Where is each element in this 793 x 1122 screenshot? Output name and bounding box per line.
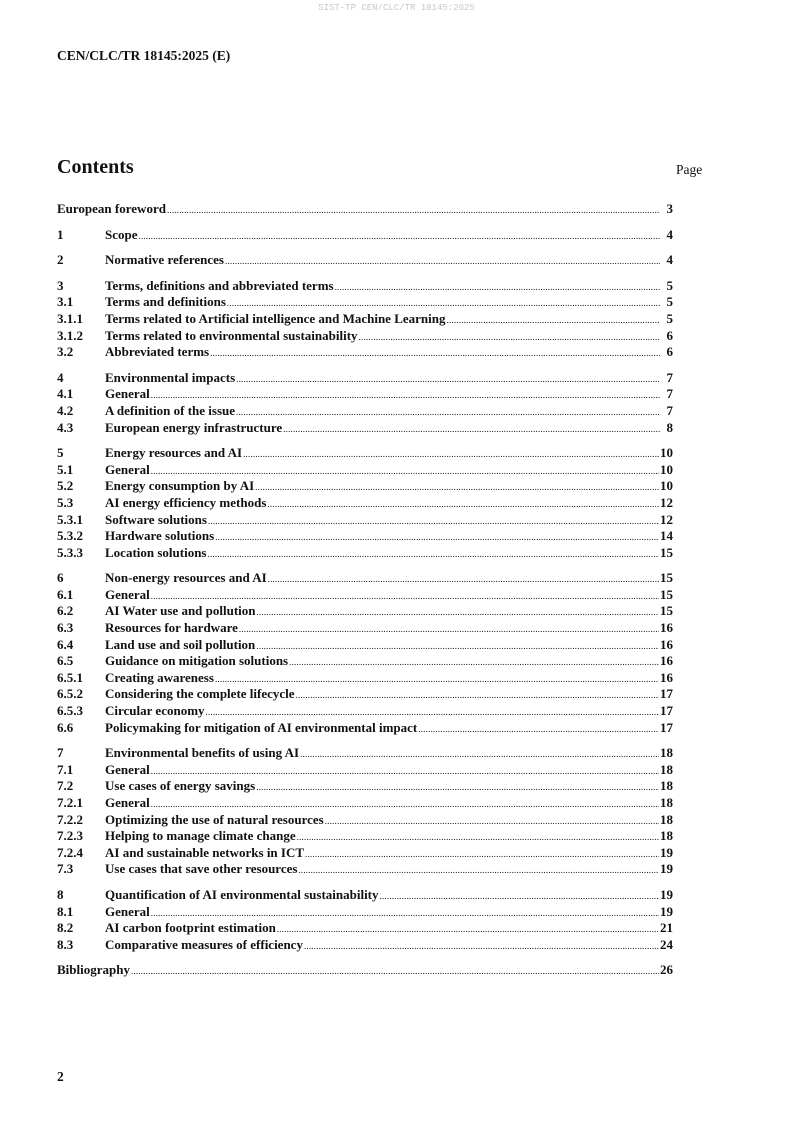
toc-entry-title: Hardware solutions	[105, 528, 215, 544]
toc-entry-title: Quantification of AI environmental sustainability	[105, 886, 379, 902]
toc-entry-number: 5.3.3	[57, 544, 83, 560]
dot-leader	[296, 687, 659, 704]
toc-entry-title: Terms, definitions and abbreviated terms	[105, 277, 334, 293]
toc-entry[interactable]	[57, 478, 673, 495]
toc-entry[interactable]	[57, 201, 673, 218]
dot-leader	[151, 796, 659, 813]
dot-leader	[256, 638, 659, 655]
toc-entry[interactable]	[57, 686, 673, 703]
toc-entry[interactable]	[57, 861, 673, 878]
toc-entry-page: 19	[660, 886, 673, 902]
toc-entry-number: 4.3	[57, 419, 74, 435]
toc-entry-title: Use cases that save other resources	[105, 861, 298, 877]
toc-entry-number: 7.2.2	[57, 811, 83, 827]
toc-entry-page: 19	[660, 861, 673, 877]
toc-entry-title: Helping to manage climate change	[105, 828, 296, 844]
dot-leader	[208, 513, 659, 530]
dot-leader	[255, 479, 659, 496]
toc-entry-title: AI Water use and pollution	[105, 603, 256, 619]
toc-entry-page: 16	[660, 620, 673, 636]
toc-entry-page: 7	[666, 369, 673, 385]
toc-entry[interactable]	[57, 620, 673, 637]
toc-entry-page: 10	[660, 445, 673, 461]
toc-entry-title: Bibliography	[57, 962, 130, 978]
toc-entry-page: 15	[660, 603, 673, 619]
dot-leader	[239, 621, 659, 638]
toc-entry[interactable]	[57, 603, 673, 620]
toc-entry-page: 18	[660, 745, 673, 761]
dot-leader	[206, 704, 659, 721]
toc-entry[interactable]	[57, 445, 673, 462]
dot-leader	[283, 421, 660, 438]
toc-entry-title: Circular economy	[105, 703, 205, 719]
toc-entry-page: 8	[666, 419, 673, 435]
toc-entry[interactable]	[57, 920, 673, 937]
toc-entry-title: Terms related to environmental sustainability	[105, 327, 358, 343]
toc-entry-title: A definition of the issue	[105, 402, 236, 418]
dot-leader	[418, 721, 659, 738]
dot-leader	[151, 763, 659, 780]
toc-entry-page: 19	[660, 903, 673, 919]
toc-entry[interactable]	[57, 570, 673, 587]
dot-leader	[227, 295, 660, 312]
toc-entry[interactable]	[57, 812, 673, 829]
dot-leader	[305, 846, 659, 863]
toc-entry-page: 16	[660, 636, 673, 652]
toc-entry-title: Non-energy resources and AI	[105, 570, 267, 586]
toc-entry-title: Terms and definitions	[105, 294, 226, 310]
toc-entry-page: 10	[660, 461, 673, 477]
dot-leader	[215, 529, 659, 546]
toc-entry-title: General	[105, 903, 150, 919]
toc-entry-page: 19	[660, 844, 673, 860]
toc-entry-number: 6.2	[57, 603, 74, 619]
toc-entry-page: 5	[666, 277, 673, 293]
toc-entry-number: 6.3	[57, 620, 74, 636]
toc-entry-number: 7.3	[57, 861, 74, 877]
toc-entry-page: 17	[660, 719, 673, 735]
toc-entry[interactable]	[57, 703, 673, 720]
dot-leader	[277, 921, 659, 938]
toc-entry-number: 6.6	[57, 719, 74, 735]
watermark: SIST-TP CEN/CLC/TR 18145:2025	[318, 3, 475, 13]
toc-entry[interactable]	[57, 962, 673, 979]
toc-entry-page: 16	[660, 653, 673, 669]
dot-leader	[268, 571, 659, 588]
toc-entry-page: 7	[666, 386, 673, 402]
toc-entry-page: 26	[660, 962, 673, 978]
toc-entry[interactable]	[57, 545, 673, 562]
dot-leader	[298, 862, 659, 879]
toc-entry[interactable]	[57, 904, 673, 921]
toc-entry[interactable]	[57, 386, 673, 403]
toc-entry-page: 17	[660, 686, 673, 702]
toc-entry[interactable]	[57, 887, 673, 904]
toc-entry-number: 2	[57, 252, 64, 268]
toc-entry-title: Guidance on mitigation solutions	[105, 653, 289, 669]
dot-leader	[335, 279, 660, 296]
toc-entry-number: 4	[57, 369, 64, 385]
toc-entry-number: 3.1.2	[57, 327, 83, 343]
toc-entry-page: 18	[660, 761, 673, 777]
table-of-contents	[57, 201, 673, 988]
toc-entry-page: 4	[666, 252, 673, 268]
toc-entry[interactable]	[57, 227, 673, 244]
dot-leader	[325, 813, 659, 830]
toc-entry-page: 6	[666, 327, 673, 343]
toc-entry-title: AI carbon footprint estimation	[105, 920, 276, 936]
toc-group	[57, 278, 673, 361]
toc-group	[57, 887, 673, 953]
toc-entry-page: 18	[660, 828, 673, 844]
toc-entry-page: 15	[660, 570, 673, 586]
toc-entry[interactable]	[57, 252, 673, 269]
toc-entry-number: 6.4	[57, 636, 74, 652]
toc-entry[interactable]	[57, 370, 673, 387]
dot-leader	[289, 654, 659, 671]
toc-entry-page: 4	[666, 226, 673, 242]
toc-entry[interactable]	[57, 528, 673, 545]
page-column-label: Page	[676, 162, 703, 177]
toc-entry-page: 16	[660, 669, 673, 685]
toc-entry-page: 12	[660, 511, 673, 527]
toc-entry-page: 15	[660, 544, 673, 560]
toc-group	[57, 745, 673, 878]
toc-entry-number: 6.1	[57, 586, 74, 602]
toc-entry-title: Land use and soil pollution	[105, 636, 256, 652]
toc-entry-number: 6.5	[57, 653, 74, 669]
toc-entry-number: 8.3	[57, 936, 74, 952]
toc-entry[interactable]	[57, 420, 673, 437]
toc-entry-page: 10	[660, 478, 673, 494]
toc-entry[interactable]	[57, 311, 673, 328]
toc-entry[interactable]	[57, 795, 673, 812]
toc-entry-number: 7.2.1	[57, 795, 83, 810]
toc-entry-title: General	[105, 386, 150, 402]
toc-entry-title: Software solutions	[105, 511, 207, 527]
toc-entry[interactable]	[57, 653, 673, 670]
toc-entry-title: AI energy efficiency methods	[105, 494, 267, 510]
toc-group	[57, 570, 673, 736]
toc-entry[interactable]	[57, 778, 673, 795]
toc-entry-number: 3.1.1	[57, 310, 83, 326]
dot-leader	[151, 588, 659, 605]
toc-entry-number: 8.2	[57, 920, 74, 936]
dot-leader	[243, 446, 659, 463]
dot-leader	[297, 829, 659, 846]
document-header: CEN/CLC/TR 18145:2025 (E)	[57, 48, 231, 63]
toc-entry-title: Creating awareness	[105, 669, 214, 685]
dot-leader	[236, 371, 660, 388]
toc-entry[interactable]	[57, 587, 673, 604]
toc-entry-number: 7.2.3	[57, 828, 83, 844]
toc-entry-number: 4.2	[57, 402, 74, 418]
dot-leader	[256, 779, 659, 796]
toc-entry-page: 12	[660, 494, 673, 510]
toc-entry[interactable]	[57, 745, 673, 762]
toc-entry-page: 18	[660, 795, 673, 810]
dot-leader	[210, 345, 660, 362]
toc-entry-number: 6.5.1	[57, 669, 83, 685]
dot-leader	[359, 329, 660, 346]
toc-entry-page: 18	[660, 778, 673, 794]
toc-entry-title: European energy infrastructure	[105, 419, 283, 435]
toc-entry-number: 8.1	[57, 903, 74, 919]
toc-entry-number: 5.2	[57, 478, 74, 494]
toc-entry-number: 3.1	[57, 294, 74, 310]
toc-entry-title: Optimizing the use of natural resources	[105, 811, 324, 827]
toc-entry-page: 6	[666, 344, 673, 360]
toc-group	[57, 201, 673, 218]
toc-entry-page: 7	[666, 402, 673, 418]
toc-entry[interactable]	[57, 403, 673, 420]
dot-leader	[304, 938, 659, 955]
toc-entry-number: 5.3.2	[57, 528, 83, 544]
toc-entry-title: Comparative measures of efficiency	[105, 936, 303, 952]
toc-entry-number: 5.3	[57, 494, 74, 510]
toc-entry[interactable]	[57, 845, 673, 862]
dot-leader	[380, 888, 659, 905]
toc-entry-title: General	[105, 461, 150, 477]
toc-entry-number: 1	[57, 226, 64, 242]
toc-entry[interactable]	[57, 828, 673, 845]
dot-leader	[151, 463, 659, 480]
toc-entry-number: 6	[57, 570, 64, 586]
toc-entry-title: Environmental impacts	[105, 369, 236, 385]
dot-leader	[208, 546, 660, 563]
toc-entry[interactable]	[57, 512, 673, 529]
toc-entry-title: General	[105, 795, 150, 810]
dot-leader	[151, 387, 660, 404]
toc-entry-page: 17	[660, 703, 673, 719]
toc-entry-page: 15	[660, 586, 673, 602]
toc-entry-title: Considering the complete lifecycle	[105, 686, 295, 702]
toc-entry-title: Normative references	[105, 252, 224, 268]
toc-entry[interactable]	[57, 637, 673, 654]
dot-leader	[151, 905, 659, 922]
toc-entry[interactable]	[57, 720, 673, 737]
toc-entry-page: 3	[666, 201, 673, 216]
toc-entry-number: 3.2	[57, 344, 74, 360]
toc-entry-number: 6.5.2	[57, 686, 83, 702]
page-number: 2	[57, 1069, 64, 1084]
dot-leader	[447, 312, 661, 329]
toc-entry-number: 8	[57, 886, 64, 902]
dot-leader	[167, 202, 660, 219]
toc-entry-title: Energy consumption by AI	[105, 478, 255, 494]
toc-entry-number: 5	[57, 445, 64, 461]
toc-group	[57, 227, 673, 244]
dot-leader	[215, 671, 659, 688]
dot-leader	[267, 496, 659, 513]
toc-entry-number: 3	[57, 277, 64, 293]
toc-entry-number: 7.2	[57, 778, 74, 794]
toc-entry-title: Environmental benefits of using AI	[105, 745, 300, 761]
toc-group	[57, 252, 673, 269]
toc-entry-title: European foreword	[57, 201, 166, 216]
toc-entry-page: 18	[660, 811, 673, 827]
toc-entry-page: 21	[660, 920, 673, 936]
toc-entry-title: Use cases of energy savings	[105, 778, 256, 794]
toc-entry-page: 5	[666, 294, 673, 310]
toc-group	[57, 370, 673, 436]
toc-entry-page: 14	[660, 528, 673, 544]
toc-entry-title: AI and sustainable networks in ICT	[105, 844, 305, 860]
toc-entry-number: 7.2.4	[57, 844, 83, 860]
toc-entry[interactable]	[57, 328, 673, 345]
toc-entry-title: General	[105, 586, 150, 602]
dot-leader	[236, 404, 660, 421]
toc-entry-number: 4.1	[57, 386, 74, 402]
toc-entry-number: 6.5.3	[57, 703, 83, 719]
toc-entry-number: 7	[57, 745, 64, 761]
toc-entry-title: General	[105, 761, 150, 777]
toc-entry-title: Energy resources and AI	[105, 445, 243, 461]
toc-entry-title: Terms related to Artificial intelligence and Machine Learning	[105, 310, 446, 326]
toc-entry[interactable]	[57, 937, 673, 954]
toc-entry[interactable]	[57, 278, 673, 295]
toc-entry-title: Scope	[105, 226, 138, 242]
toc-entry[interactable]	[57, 462, 673, 479]
toc-entry[interactable]	[57, 344, 673, 361]
toc-entry[interactable]	[57, 670, 673, 687]
dot-leader	[131, 963, 659, 980]
page-title: Contents	[57, 156, 134, 178]
toc-entry-title: Resources for hardware	[105, 620, 238, 636]
toc-entry-number: 5.3.1	[57, 511, 83, 527]
toc-entry-title: Location solutions	[105, 544, 207, 560]
dot-leader	[300, 746, 659, 763]
toc-entry[interactable]	[57, 495, 673, 512]
toc-group	[57, 962, 673, 979]
dot-leader	[139, 228, 661, 245]
toc-entry-number: 5.1	[57, 461, 74, 477]
toc-entry-number: 7.1	[57, 761, 74, 777]
toc-entry[interactable]	[57, 762, 673, 779]
toc-entry-page: 5	[666, 310, 673, 326]
toc-entry[interactable]	[57, 294, 673, 311]
dot-leader	[225, 253, 660, 270]
toc-entry-title: Abbreviated terms	[105, 344, 210, 360]
toc-entry-page: 24	[660, 936, 673, 952]
toc-entry-title: Policymaking for mitigation of AI environmental impact	[105, 719, 418, 735]
dot-leader	[257, 604, 659, 621]
toc-group	[57, 445, 673, 561]
